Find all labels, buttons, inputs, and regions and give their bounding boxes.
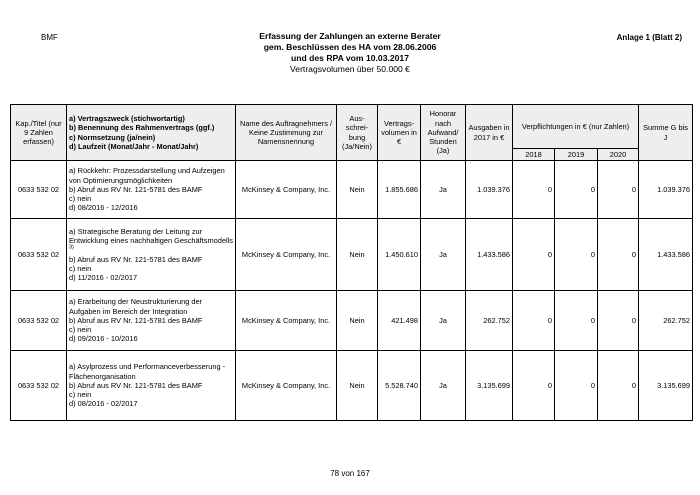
cell-summe: 262.752 — [639, 291, 693, 351]
header-honorar: Honorar nach Aufwand/ Stunden (Ja) — [421, 105, 466, 161]
cell-honorar: Ja — [421, 161, 466, 219]
desc-d: d) 09/2016 - 10/2016 — [69, 334, 138, 344]
cell-honorar: Ja — [421, 291, 466, 351]
desc-c: c) nein — [69, 325, 92, 335]
table-row — [11, 161, 693, 219]
cell-contractor: McKinsey & Company, Inc. — [236, 219, 337, 291]
cell-kap: 0633 532 02 — [11, 351, 67, 421]
cell-description — [67, 291, 236, 351]
cell-contractor: McKinsey & Company, Inc. — [236, 161, 337, 219]
cell-honorar: Ja — [421, 219, 466, 291]
cell-ausschreibung: Nein — [337, 161, 378, 219]
payments-table — [10, 104, 693, 421]
cell-2018: 0 — [513, 161, 555, 219]
desc-b: b) Abruf aus RV Nr. 121-5781 des BAMF — [69, 184, 203, 194]
cell-summe: 3.135.699 — [639, 351, 693, 421]
page-number: 78 von 167 — [330, 469, 370, 478]
desc-b: b) Abruf aus RV Nr. 121-5781 des BAMF — [69, 380, 203, 390]
table-row — [11, 291, 693, 351]
cell-2020: 0 — [598, 219, 639, 291]
header-kap-titel: Kap./Titel (nur 9 Zahlen erfassen) — [11, 105, 67, 161]
header-year-2019: 2019 — [555, 149, 598, 161]
header-desc-c: c) Normsetzung (ja/nein) — [69, 132, 156, 142]
cell-contractor: McKinsey & Company, Inc. — [236, 351, 337, 421]
header-ausschreibung: Aus-schrei-bung (Ja/Nein) — [337, 105, 378, 161]
header-contractor-name: Name des Auftragnehmers / Keine Zustimmung zur Namensnennung — [236, 105, 337, 161]
cell-ausschreibung: Nein — [337, 219, 378, 291]
cell-honorar: Ja — [421, 351, 466, 421]
cell-summe: 1.433.586 — [639, 219, 693, 291]
cell-kap: 0633 532 02 — [11, 219, 67, 291]
cell-2018: 0 — [513, 219, 555, 291]
header-desc-d: d) Laufzeit (Monat/Jahr - Monat/Jahr) — [69, 141, 199, 151]
cell-ausgaben: 1.039.376 — [466, 161, 513, 219]
desc-c: c) nein — [69, 390, 92, 400]
desc-d: d) 08/2016 - 02/2017 — [69, 399, 138, 409]
cell-ausschreibung: Nein — [337, 351, 378, 421]
cell-2019: 0 — [555, 219, 598, 291]
cell-volumen: 5.528.740 — [378, 351, 421, 421]
document-title — [200, 31, 500, 75]
header-year-2018: 2018 — [513, 149, 555, 161]
desc-b: b) Abruf aus RV Nr. 121-5781 des BAMF — [69, 315, 203, 325]
header-year-2020: 2020 — [598, 149, 639, 161]
header-verpflichtungen: Verpflichtungen in € (nur Zahlen) — [513, 105, 639, 149]
title-line-1: Erfassung der Zahlungen an externe Berater — [259, 31, 441, 41]
header-vertragsvolumen: Vertrags-volumen in € — [378, 105, 421, 161]
cell-kap: 0633 532 02 — [11, 161, 67, 219]
footnote-marker: 3) — [69, 244, 74, 251]
desc-a-text: a) Strategische Beratung der Leitung zur Entwicklung eines nachhaltigen Geschäftsmodells — [69, 226, 233, 246]
table-row — [11, 351, 693, 421]
desc-a — [69, 227, 233, 255]
cell-summe: 1.039.376 — [639, 161, 693, 219]
desc-c: c) nein — [69, 263, 92, 273]
cell-description — [67, 219, 236, 291]
header-summe: Summe G bis J — [639, 105, 693, 161]
cell-2019: 0 — [555, 161, 598, 219]
cell-2018: 0 — [513, 351, 555, 421]
cell-ausgaben: 262.752 — [466, 291, 513, 351]
cell-volumen: 421.498 — [378, 291, 421, 351]
desc-d: d) 08/2016 - 12/2016 — [69, 203, 138, 213]
cell-volumen: 1.450.610 — [378, 219, 421, 291]
cell-description — [67, 351, 236, 421]
header-ausgaben-2017: Ausgaben in 2017 in € — [466, 105, 513, 161]
desc-a: a) Rückkehr: Prozessdarstellung und Aufzeigen von Optimierungsmöglichkeiten — [69, 166, 225, 185]
desc-a: a) Asylprozess und Performanceverbesserung - Flächenorganisation — [69, 362, 226, 381]
cell-volumen: 1.855.686 — [378, 161, 421, 219]
title-line-2: gem. Beschlüssen des HA vom 28.06.2006 — [263, 42, 437, 52]
cell-ausgaben: 3.135.699 — [466, 351, 513, 421]
cell-ausschreibung: Nein — [337, 291, 378, 351]
cell-ausgaben: 1.433.586 — [466, 219, 513, 291]
header-desc-b: b) Benennung des Rahmenvertrags (ggf.) — [69, 123, 215, 133]
header-desc-a: a) Vertragszweck (stichwortartig) — [69, 114, 185, 124]
cell-kap: 0633 532 02 — [11, 291, 67, 351]
ministry-label: BMF — [41, 33, 58, 42]
annex-label: Anlage 1 (Blatt 2) — [616, 33, 682, 42]
cell-2019: 0 — [555, 291, 598, 351]
desc-d: d) 11/2016 - 02/2017 — [69, 272, 138, 282]
title-subtitle: Vertragsvolumen über 50.000 € — [290, 64, 410, 74]
cell-2020: 0 — [598, 291, 639, 351]
title-line-3: und des RPA vom 10.03.2017 — [291, 53, 409, 63]
cell-description — [67, 161, 236, 219]
cell-contractor: McKinsey & Company, Inc. — [236, 291, 337, 351]
cell-2019: 0 — [555, 351, 598, 421]
table-row — [11, 219, 693, 291]
desc-c: c) nein — [69, 194, 92, 204]
desc-b: b) Abruf aus RV Nr. 121-5781 des BAMF — [69, 254, 203, 264]
header-description — [67, 105, 236, 161]
cell-2018: 0 — [513, 291, 555, 351]
desc-a: a) Erarbeitung der Neustrukturierung der Aufgaben im Bereich der Integration — [69, 297, 203, 316]
cell-2020: 0 — [598, 351, 639, 421]
cell-2020: 0 — [598, 161, 639, 219]
